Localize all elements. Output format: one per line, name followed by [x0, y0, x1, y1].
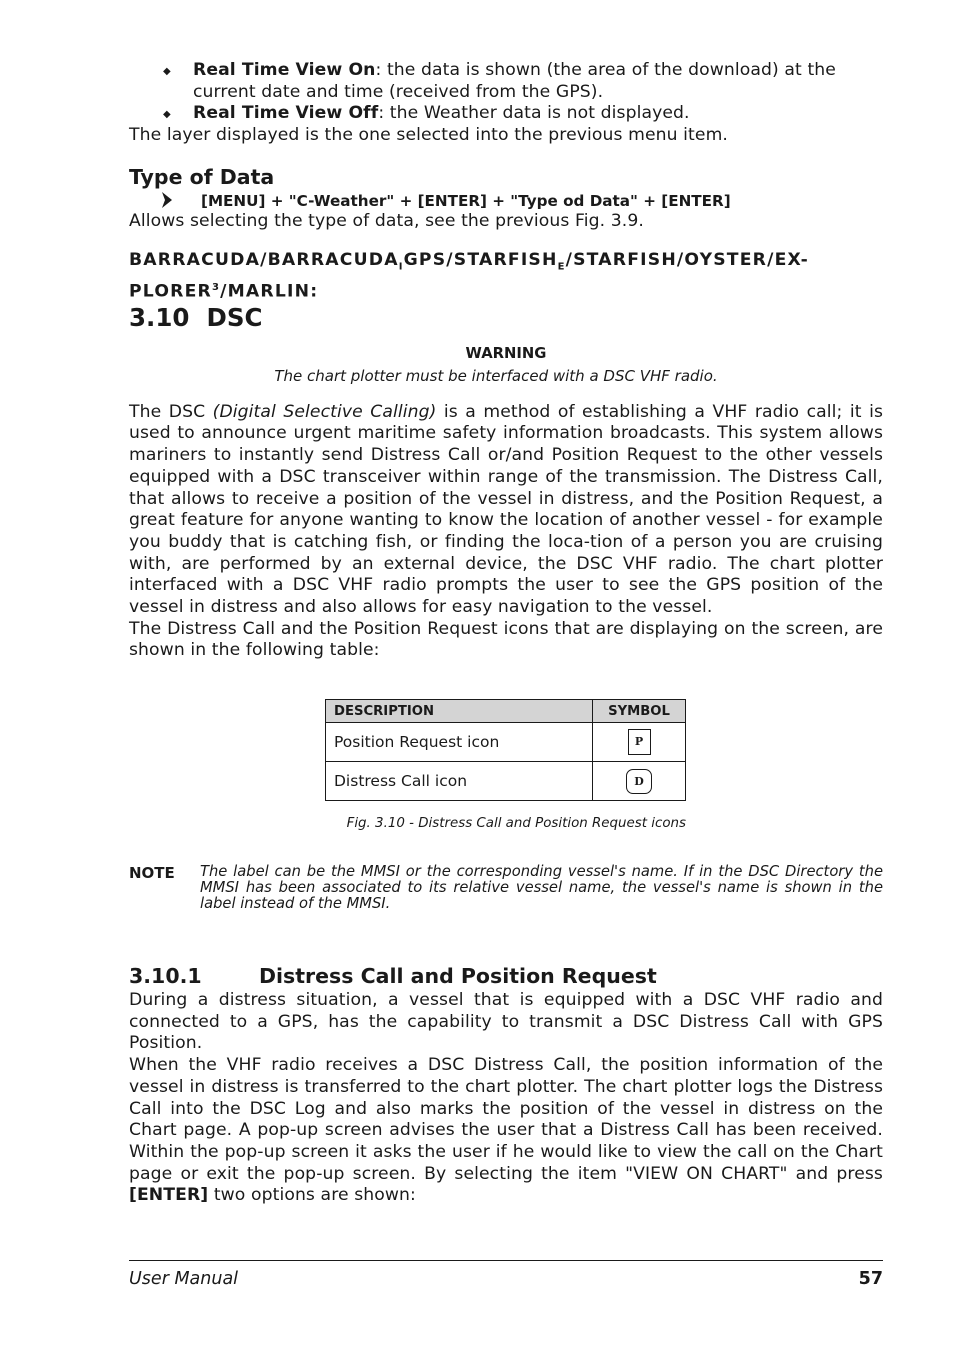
type-of-data-heading: Type of Data [129, 164, 275, 189]
section-heading: 3.10 DSC [129, 302, 263, 332]
footer-divider [129, 1260, 883, 1261]
figure-caption: Fig. 3.10 - Distress Call and Position Request icons [346, 816, 686, 831]
subsection-heading: 3.10.1 Distress Call and Position Request [129, 964, 657, 988]
bullet-text: : the Weather data is not displayed. [378, 103, 690, 124]
intro-paragraph: The DSC (Digital Selective Calling) is a method of establishing a VHF radio call; it is used to announce urgent maritime safety information broadcasts. This system allows mariners to instantly send Distress Call or/and Position Request to the other vessels equipped with a DSC transceiver within range of the transmission. The Distress Call, that allows to receive a position of the vessel in distress, and the Position Request, a great feature for anyone wanting to know the location of another vessel - for example you buddy that is catching fish, or finding the loca-tion of a person you are cruising with, are performed by an external device, the DSC VHF radio. The chart plotter interfaced with a DSC VHF radio prompts the user to see the GPS position of the vessel in distress and also allows for easy navigation to the vessel. [129, 401, 883, 618]
bullet-item [129, 103, 883, 125]
table-header-symbol: SYMBOL [593, 700, 686, 723]
table-row [326, 723, 686, 762]
warning-title: WARNING [465, 344, 547, 362]
bullet-term: Real Time View Off [193, 103, 379, 124]
table-row [326, 762, 686, 801]
note-label: NOTE [129, 864, 175, 882]
body-paragraph: During a distress situation, a vessel that is equipped with a DSC VHF radio and connected to a GPS, has the capability to transmit a DSC Distress Call with GPS Position. [129, 990, 883, 1054]
diamond-bullet-icon: ◆ [163, 109, 171, 121]
body-paragraph-2: When the VHF radio receives a DSC Distress Call, the position information of the vessel in distress is transferred to the chart plotter. The chart plotter logs the Distress Call into the DSC Log and also marks the position of the vessel in distress on the Chart page. A pop-up screen advises the user that a Distress Call has been received. Within the pop-up screen it asks the user if he would like to view the call on the Chart page or exit the pop-up screen. By selecting the item "VIEW ON CHART" and press [ENTER] two options are shown: [129, 1055, 883, 1206]
table-cell-description: Position Request icon [326, 723, 593, 762]
icon-table [325, 699, 686, 801]
type-of-data-text: Allows selecting the type of data, see the previous Fig. 3.9. [129, 210, 644, 231]
table-header-description: DESCRIPTION [326, 700, 593, 723]
note-block [129, 864, 883, 912]
position-request-icon: P [628, 729, 651, 755]
subsection-body [129, 990, 883, 1207]
note-text: The label can be the MMSI or the corresponding vessel's name. If in the DSC Directory the MMSI has been associated to its relative vessel name, the vessel's name is shown in the label instead of the MMSI. [200, 863, 883, 912]
bullet-term: Real Time View On [193, 60, 376, 80]
page-number: 57 [858, 1269, 883, 1289]
page-content [129, 60, 883, 662]
models-heading: BARRACUDA/$BARRACUDA_IGPS/STARFISH_E/STARFISH/OYSTER/EX-PLORER^3$/MARLIN: [129, 249, 809, 303]
table-cell-symbol [593, 723, 686, 762]
table-cell-description: Distress Call icon [326, 762, 593, 801]
table-cell-symbol [593, 762, 686, 801]
menu-command-path [129, 191, 883, 211]
table-header-row [326, 700, 686, 723]
bullet-text: : the data is shown (the area of the download) at the current date and time (received from the GPS). [193, 60, 836, 102]
distress-call-icon: D [626, 769, 652, 794]
layer-paragraph: The layer displayed is the one selected into the previous menu item. [129, 125, 728, 146]
footer-title: User Manual [129, 1269, 239, 1289]
command-text: [MENU] + "C-Weather" + [ENTER] + "Type od Data" + [ENTER] [201, 191, 731, 210]
diamond-bullet-icon: ◆ [163, 66, 171, 77]
bullet-item [129, 60, 883, 103]
intro-paragraph-2: The Distress Call and the Position Request icons that are displaying on the screen, are shown in the following table: [129, 618, 883, 661]
arrow-right-icon [159, 189, 179, 211]
warning-text: The chart plotter must be interfaced with a DSC VHF radio. [274, 366, 718, 385]
